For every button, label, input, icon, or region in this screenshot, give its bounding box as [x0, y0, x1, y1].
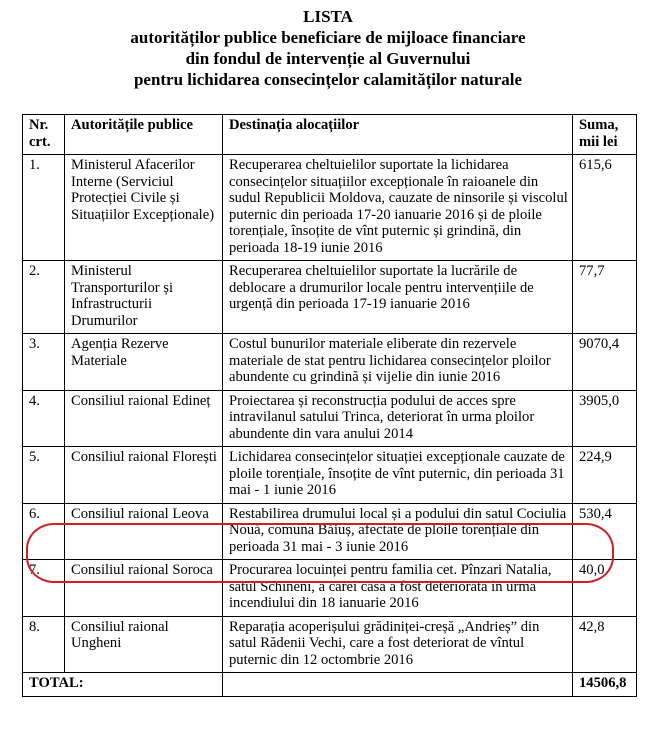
row-nr: 7.	[23, 560, 65, 617]
heading-title: LISTA	[303, 7, 353, 26]
header-nr: Nr. crt.	[23, 115, 65, 155]
allocations-table	[22, 114, 637, 697]
table-row	[23, 616, 637, 673]
row-nr: 6.	[23, 503, 65, 560]
row-autoritate: Consiliul raional Leova	[65, 503, 223, 560]
row-suma: 3905,0	[573, 390, 637, 447]
table-row	[23, 261, 637, 334]
total-value: 14506,8	[573, 673, 637, 697]
row-destinatie: Recuperarea cheltuielilor suportate la lichidarea consecințelor situațiilor excepționale în raioanele din sudul Republicii Moldova, cauzate de ninsorile și viscolul puternic din perioada 17-20 ianuarie 2016 și de ploile torențiale, însoțite de vînt puternic și grindină, din perioada 18-19 iunie 2016	[223, 155, 573, 261]
row-nr: 8.	[23, 616, 65, 673]
header-suma: Suma, mii lei	[573, 115, 637, 155]
row-destinatie: Lichidarea consecințelor situației excepționale cauzate de ploile torențiale, însoțite de vînt puternic, din perioada 31 mai - 1 iunie 2016	[223, 447, 573, 504]
row-destinatie: Costul bunurilor materiale eliberate din rezervele materiale de stat pentru lichidarea consecințelor ploilor abundente cu grindină și vijelie din iunie 2016	[223, 334, 573, 391]
row-suma: 42,8	[573, 616, 637, 673]
row-nr: 3.	[23, 334, 65, 391]
row-nr: 2.	[23, 261, 65, 334]
row-destinatie: Recuperarea cheltuielilor suportate la lucrările de deblocare a drumurilor locale pentru intervențiile de urgență din perioada 17-19 ianuarie 2016	[223, 261, 573, 334]
header-autoritati: Autoritățile publice	[65, 115, 223, 155]
row-autoritate: Consiliul raional Soroca	[65, 560, 223, 617]
row-autoritate: Consiliul raional Florești	[65, 447, 223, 504]
row-suma: 615,6	[573, 155, 637, 261]
table-row	[23, 390, 637, 447]
heading-line-2: autorităților publice beneficiare de mijloace financiare	[130, 28, 526, 47]
table-row	[23, 334, 637, 391]
row-autoritate: Ministerul Afacerilor Interne (Serviciul Protecției Civile și Situațiilor Excepționale)	[65, 155, 223, 261]
row-suma: 9070,4	[573, 334, 637, 391]
row-suma: 77,7	[573, 261, 637, 334]
table-row	[23, 447, 637, 504]
document-heading	[0, 6, 656, 90]
total-empty-cell	[223, 673, 573, 697]
row-destinatie: Procurarea locuinței pentru familia cet. Pînzari Natalia, satul Schineni, a cărei casă a fost deteriorată în urma incendiului din 18 ianuarie 2016	[223, 560, 573, 617]
table-row	[23, 560, 637, 617]
row-destinatie: Proiectarea și reconstrucția podului de acces spre intravilanul satului Trinca, deteriorat în urma ploilor abundente din vara anului 2014	[223, 390, 573, 447]
table-row	[23, 503, 637, 560]
row-nr: 5.	[23, 447, 65, 504]
table-row	[23, 155, 637, 261]
row-suma: 530,4	[573, 503, 637, 560]
row-autoritate: Consiliul raional Edineț	[65, 390, 223, 447]
row-autoritate: Ministerul Transporturilor și Infrastructurii Drumurilor	[65, 261, 223, 334]
total-row	[23, 673, 637, 697]
row-autoritate: Agenția Rezerve Materiale	[65, 334, 223, 391]
header-destinatia: Destinația alocațiilor	[223, 115, 573, 155]
heading-line-4: pentru lichidarea consecințelor calamităților naturale	[133, 70, 523, 89]
heading-line-3: din fondul de intervenție al Guvernului	[185, 49, 471, 68]
row-destinatie: Restabilirea drumului local și a podului din satul Cociulia Nouă, comuna Băiuș, afectate de ploile torențiale din perioada 31 mai - 3 iunie 2016	[223, 503, 573, 560]
row-nr: 4.	[23, 390, 65, 447]
row-autoritate: Consiliul raional Ungheni	[65, 616, 223, 673]
row-nr: 1.	[23, 155, 65, 261]
row-suma: 224,9	[573, 447, 637, 504]
row-destinatie: Reparația acoperișului grădiniței-creșă „Andrieș” din satul Rădenii Vechi, care a fost deteriorat de vîntul puternic din 12 octombrie 2016	[223, 616, 573, 673]
total-label: TOTAL:	[23, 673, 223, 697]
row-suma: 40,0	[573, 560, 637, 617]
table-header-row	[23, 115, 637, 155]
